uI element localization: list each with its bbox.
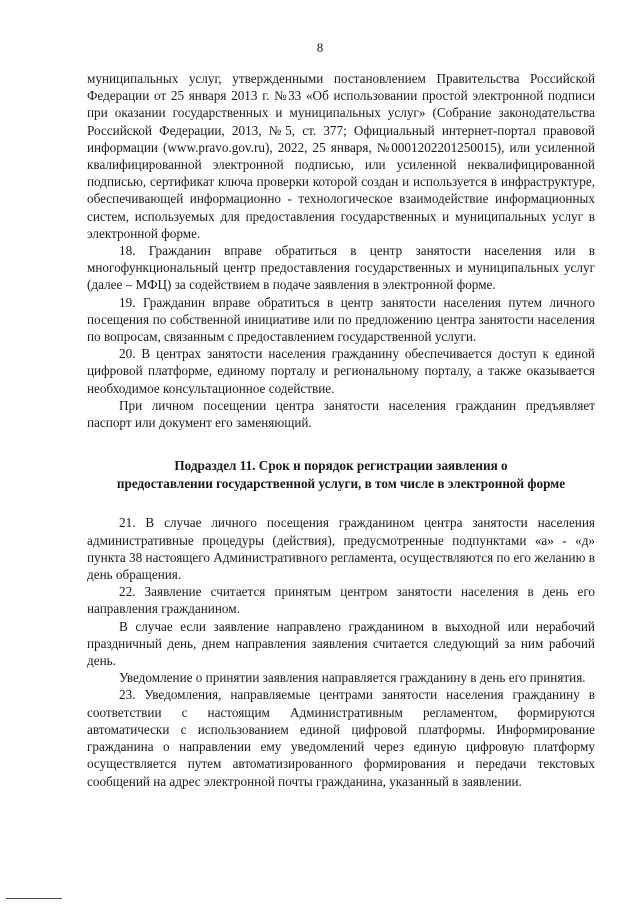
footnote-divider xyxy=(6,898,62,899)
page-number: 8 xyxy=(316,40,324,55)
paragraph-notification: Уведомление о принятии заявления направляется гражданину в день его принятия. xyxy=(119,670,586,686)
paragraph-18: 18. Гражданин вправе обратиться в центр занятости населения или в многофункциональный центр предоставления государственных и муниципальных услуг (далее – МФЦ) за содействием в подаче заявления в электронной форме. xyxy=(87,243,595,293)
paragraph-weekend: В случае если заявление направлено гражданином в выходной или нерабочий праздничный день, днем направления заявления считается следующий за ним рабочий день. xyxy=(87,618,595,669)
paragraph-continuation: муниципальных услуг, утвержденными постановлением Правительства Российской Федерации от 25 января 2013 г. №33 «Об использовании простой электронной подписи при оказании государственных и муниципальных услуг» (Собрание законодательства Российской Федерации, 2013, №5, ст. 377; Официальный интернет-портал правовой информации (www.pravo.gov.ru), 2022, 25 января, №0001202201250015), или усиленной квалифицированной электронной подписью, или усиленной неквалифицированной подписью, сертификат ключа проверки которой создан и используется в инфраструктуре, обеспечивающей информационно - технологическое взаимодействие информационных систем, используемых для предоставления государственных и муниципальных услуг в электронной форме. xyxy=(87,71,595,241)
paragraph-23: 23. Уведомления, направляемые центрами занятости населения гражданину в соответствии с настоящим Административным регламентом, формируются автоматически с использованием единой цифровой платформы. Информирование гражданина о направлении ему уведомлений через единую цифровую платформу осуществляется путем автоматизированного формирования и передачи текстовых сообщений на адрес электронной почты гражданина, указанный в заявлении. xyxy=(87,687,595,789)
paragraph-passport: При личном посещении центра занятости населения гражданин предъявляет паспорт или документ его заменяющий. xyxy=(87,397,595,431)
section-heading-line-2: предоставлении государственной услуги, в том числе в электронной форме xyxy=(116,475,566,491)
paragraph-22: 22. Заявление считается принятым центром занятости населения в день его направления гражданином. xyxy=(87,584,595,617)
document-body xyxy=(87,70,595,790)
paragraph-21: 21. В случае личного посещения гражданином центра занятости населения административные процедуры (действия), предусмотренные подпунктами «а» - «д» пункта 38 настоящего Административного регламента, осуществляются по его желанию в день обращения. xyxy=(87,515,595,583)
paragraph-19: 19. Гражданин вправе обратиться в центр занятости населения путем личного посещения по собственной инициативе или по предложению центра занятости населения по вопросам, связанным с предоставлением государственной услуги. xyxy=(87,294,595,345)
section-heading xyxy=(87,457,595,492)
paragraph-20: 20. В центрах занятости населения гражданину обеспечивается доступ к единой цифровой платформе, единому порталу и региональному порталу, а также оказывается необходимое консультационное содействие. xyxy=(87,346,595,396)
section-heading-line-1: Подраздел 11. Срок и порядок регистрации заявления о xyxy=(174,458,508,474)
